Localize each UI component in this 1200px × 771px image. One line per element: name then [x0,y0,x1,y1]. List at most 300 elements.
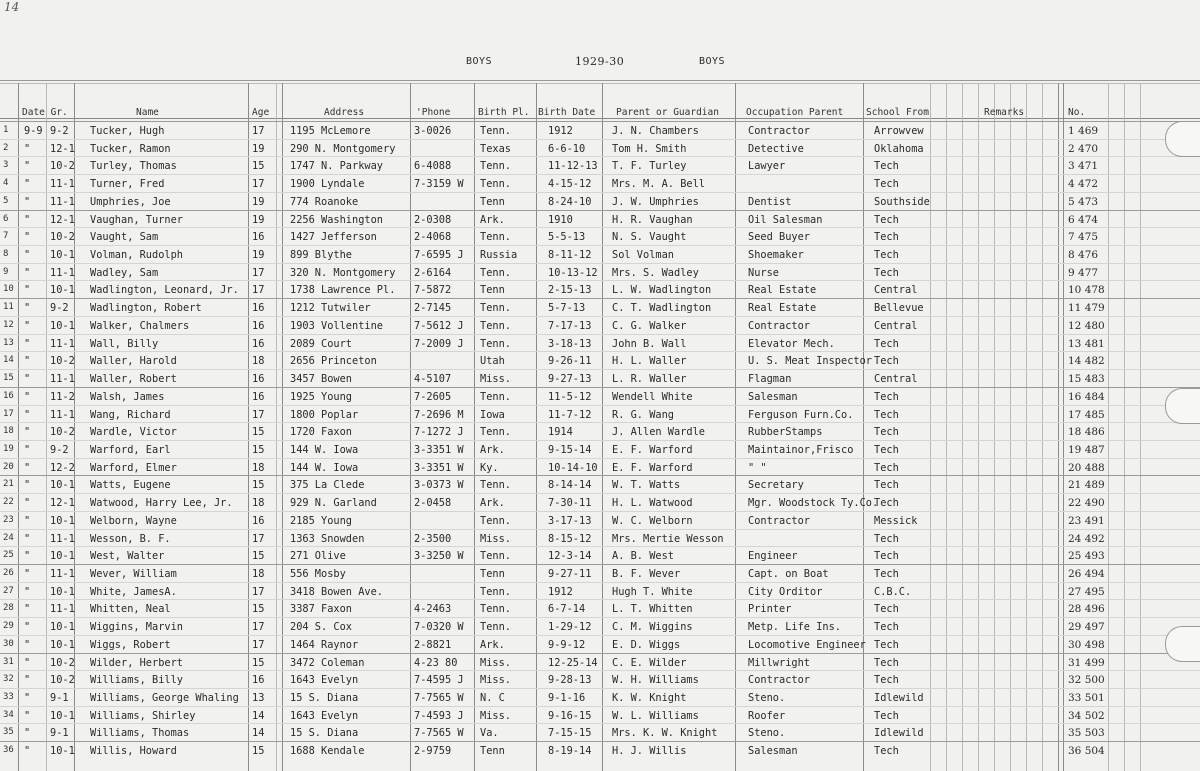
student-name: Vaughan, Turner [90,213,183,226]
birth-place: Tenn. [480,231,511,244]
record-number: 36 504 [1068,745,1105,758]
phone: 2-9759 [414,745,452,758]
parent-guardian: C. M. Wiggins [612,621,693,634]
student-name: Wadlington, Leonard, Jr. [90,284,239,297]
parent-occupation: Steno. [748,692,786,705]
age: 17 [252,408,265,421]
parent-occupation: Metp. Life Ins. [748,621,841,634]
row-number: 15 [3,373,14,384]
row-number: 20 [3,461,14,472]
student-name: Volman, Rudolph [90,249,183,262]
birth-date: 8-14-14 [548,479,592,492]
parent-guardian: Wendell White [612,390,693,403]
birth-date: 5-7-13 [548,302,586,315]
record-number: 32 500 [1068,674,1105,687]
row-number: 13 [3,337,14,348]
grade: 10-1 [50,709,75,722]
grade: 11-1 [50,373,75,386]
birth-date: 1-29-12 [548,621,592,634]
grade: 10-1 [50,514,75,527]
student-name: Tucker, Ramon [90,142,171,155]
entry-date: " [24,532,31,545]
grade: 10-1 [50,621,75,634]
col-header-school: School From [866,107,929,118]
grade: 11-1 [50,568,75,580]
table-row [0,156,1200,175]
parent-guardian: Mrs. K. W. Knight [612,727,718,740]
parent-guardian: W. T. Watts [612,479,681,492]
phone: 7-2605 [414,390,452,403]
birth-place: Utah [480,355,505,368]
student-name: Watts, Eugene [90,479,171,492]
record-number: 25 493 [1068,550,1105,563]
record-number: 14 482 [1068,355,1105,368]
record-number: 27 495 [1068,585,1105,598]
birth-date: 10-14-10 [548,461,598,474]
grade: 12-2 [50,461,75,474]
birth-place: Miss. [480,674,511,687]
school-from: Tech [874,497,899,510]
birth-date: 9-26-11 [548,355,592,368]
table-row [0,263,1200,282]
student-name: White, JamesA. [90,585,177,598]
parent-guardian: L. R. Waller [612,373,687,386]
address: 774 Roanoke [290,195,359,208]
entry-date: 9-9 [24,125,43,137]
row-number: 34 [3,709,14,720]
phone: 2-7145 [414,302,452,315]
table-row [0,741,1200,760]
student-name: Wardle, Victor [90,426,177,439]
parent-occupation: " " [748,461,767,474]
school-from: Tech [874,550,899,563]
address: 2656 Princeton [290,355,377,368]
school-from: Tech [874,603,899,616]
age: 14 [252,709,265,722]
grade: 9-2 [50,302,69,315]
grade: 10-2 [50,355,75,368]
address: 556 Mosby [290,568,346,580]
parent-guardian: H. J. Willis [612,745,687,758]
parent-guardian: Mrs. Mertie Wesson [612,532,724,545]
student-name: Wang, Richard [90,408,171,421]
address: 929 N. Garland [290,497,377,510]
school-from: Tech [874,408,899,421]
birth-date: 6-7-14 [548,603,586,616]
birth-date: 1914 [548,426,573,439]
birth-date: 1912 [548,125,573,137]
entry-date: " [24,426,31,439]
record-number: 5 473 [1068,195,1099,208]
col-header-age: Age [252,107,270,118]
birth-date: 5-5-13 [548,231,586,244]
phone: 3-0373 W [414,479,464,492]
phone: 7-4595 J [414,674,464,687]
student-name: Waller, Robert [90,373,177,386]
entry-date: " [24,178,31,191]
entry-date: " [24,550,31,563]
address: 1464 Raynor [290,638,359,651]
address: 320 N. Montgomery [290,266,396,279]
birth-place: Miss. [480,709,511,722]
address: 15 S. Diana [290,727,359,740]
birth-place: Tenn. [480,621,511,634]
address: 1900 Lyndale [290,178,365,191]
record-number: 23 491 [1068,514,1105,527]
record-number: 34 502 [1068,709,1105,722]
table-row [0,316,1200,335]
age: 14 [252,727,265,740]
phone: 4-2463 [414,603,452,616]
student-name: Williams, George Whaling [90,692,239,705]
age: 18 [252,355,265,368]
birth-place: Tenn. [480,514,511,527]
row-number: 35 [3,727,14,738]
parent-guardian: L. W. Wadlington [612,284,712,297]
age: 15 [252,745,265,758]
birth-date: 8-11-12 [548,249,592,262]
parent-occupation: Flagman [748,373,792,386]
parent-guardian: C. G. Walker [612,319,687,332]
address: 2185 Young [290,514,352,527]
birth-date: 8-19-14 [548,745,592,758]
record-number: 19 487 [1068,443,1105,456]
age: 16 [252,373,265,386]
grade: 12-1 [50,213,75,226]
school-from: Tech [874,355,899,368]
grade: 9-1 [50,692,69,705]
birth-place: Tenn. [480,550,511,563]
age: 19 [252,213,265,226]
col-header-occupation: Occupation Parent [746,107,844,118]
school-from: Tech [874,674,899,687]
table-row [0,706,1200,725]
address: 1212 Tutwiler [290,302,371,315]
age: 17 [252,125,265,137]
table-row [0,564,1200,583]
parent-occupation: Locomotive Engineer [748,638,866,651]
birth-date: 4-15-12 [548,178,592,191]
age: 16 [252,231,265,244]
parent-guardian: B. F. Wever [612,568,681,580]
grade: 10-2 [50,160,75,173]
phone: 7-7565 W [414,692,464,705]
parent-guardian: T. F. Turley [612,160,687,173]
entry-date: " [24,497,31,510]
address: 1720 Faxon [290,426,352,439]
birth-date: 9-27-13 [548,373,592,386]
parent-occupation: Engineer [748,550,798,563]
row-number: 12 [3,319,14,330]
parent-occupation: Salesman [748,390,798,403]
birth-place: Tenn. [480,603,511,616]
address: 204 S. Cox [290,621,352,634]
entry-date: " [24,727,31,740]
birth-place: Ky. [480,461,499,474]
entry-date: " [24,337,31,350]
grade: 10-1 [50,550,75,563]
school-from: Tech [874,426,899,439]
birth-date: 7-17-13 [548,319,592,332]
entry-date: " [24,408,31,421]
age: 15 [252,479,265,492]
address: 1738 Lawrence Pl. [290,284,396,297]
birth-date: 9-1-16 [548,692,586,705]
student-name: Warford, Earl [90,443,171,456]
age: 19 [252,142,265,155]
parent-guardian: A. B. West [612,550,674,563]
address: 3457 Bowen [290,373,352,386]
birth-date: 11-7-12 [548,408,592,421]
parent-guardian: John B. Wall [612,337,687,350]
record-number: 16 484 [1068,390,1105,403]
grade: 11-2 [50,390,75,403]
grade: 12-1 [50,497,75,510]
address: 2089 Court [290,337,352,350]
address: 1195 McLemore [290,125,371,137]
col-header-date-gr: Date Gr. [22,107,68,118]
address: 144 W. Iowa [290,443,359,456]
table-row [0,653,1200,672]
birth-date: 3-18-13 [548,337,592,350]
age: 15 [252,426,265,439]
school-from: Messick [874,514,918,527]
parent-guardian: Sol Volman [612,249,674,262]
age: 16 [252,319,265,332]
school-from: Tech [874,479,899,492]
entry-date: " [24,195,31,208]
row-number: 29 [3,621,14,632]
phone: 7-6595 J [414,249,464,262]
school-from: Tech [874,249,899,262]
record-number: 26 494 [1068,568,1105,580]
school-from: Tech [874,656,899,669]
table-row [0,334,1200,353]
birth-place: Ark. [480,213,505,226]
student-name: Wesson, B. F. [90,532,171,545]
parent-occupation: Salesman [748,745,798,758]
address: 1643 Evelyn [290,674,359,687]
address: 899 Blythe [290,249,352,262]
record-number: 10 478 [1068,284,1105,297]
student-name: Williams, Shirley [90,709,196,722]
table-row [0,280,1200,299]
entry-date: " [24,621,31,634]
row-number: 16 [3,390,14,401]
entry-date: " [24,373,31,386]
age: 16 [252,302,265,315]
row-number: 25 [3,550,14,561]
school-from: Tech [874,621,899,634]
record-number: 12 480 [1068,319,1105,332]
phone: 3-3250 W [414,550,464,563]
parent-guardian: W. C. Welborn [612,514,693,527]
school-from: Tech [874,266,899,279]
birth-date: 9-15-14 [548,443,592,456]
birth-place: Tenn. [480,337,511,350]
age: 18 [252,461,265,474]
record-number: 8 476 [1068,249,1099,262]
parent-occupation: U. S. Meat Inspector [748,355,872,368]
parent-guardian: N. S. Vaught [612,231,687,244]
entry-date: " [24,568,31,580]
record-number: 28 496 [1068,603,1105,616]
phone: 2-8821 [414,638,452,651]
phone: 7-5872 [414,284,452,297]
birth-date: 9-16-15 [548,709,592,722]
row-number: 26 [3,568,14,578]
record-number: 33 501 [1068,692,1105,705]
col-header-parent: Parent or Guardian [616,107,719,118]
row-number: 28 [3,603,14,614]
student-name: Vaught, Sam [90,231,159,244]
phone: 7-3159 W [414,178,464,191]
parent-occupation: Steno. [748,727,786,740]
parent-occupation: Roofer [748,709,786,722]
parent-occupation: Mgr. Woodstock Ty.Co. [748,497,879,510]
phone: 7-4593 J [414,709,464,722]
grade: 9-2 [50,443,69,456]
table-row [0,493,1200,512]
top-rule-2 [0,83,1200,84]
parent-guardian: R. G. Wang [612,408,674,421]
school-from: Central [874,373,918,386]
phone: 6-4088 [414,160,452,173]
table-row [0,582,1200,601]
header-rule [0,118,1200,119]
student-name: Wilder, Herbert [90,656,183,669]
table-row [0,227,1200,246]
school-from: Tech [874,745,899,758]
binder-hole [1165,388,1200,424]
student-name: Williams, Billy [90,674,183,687]
record-number: 17 485 [1068,408,1105,421]
parent-occupation: Maintainor,Frisco [748,443,854,456]
row-number: 19 [3,443,14,454]
student-name: Wiggs, Robert [90,638,171,651]
birth-place: Tenn. [480,319,511,332]
age: 15 [252,443,265,456]
age: 17 [252,284,265,297]
school-from: Tech [874,568,899,580]
phone: 7-7565 W [414,727,464,740]
parent-guardian: L. T. Whitten [612,603,693,616]
school-from: Tech [874,213,899,226]
entry-date: " [24,656,31,669]
entry-date: " [24,443,31,456]
row-number: 32 [3,674,14,685]
entry-date: " [24,461,31,474]
grade: 10-2 [50,231,75,244]
grade: 9-1 [50,727,69,740]
student-name: Wever, William [90,568,177,580]
table-row [0,369,1200,388]
grade: 10-1 [50,638,75,651]
student-name: Whitten, Neal [90,603,171,616]
age: 16 [252,390,265,403]
school-from: Tech [874,709,899,722]
entry-date: " [24,585,31,598]
entry-date: " [24,745,31,758]
table-row [0,174,1200,193]
age: 17 [252,532,265,545]
birth-date: 3-17-13 [548,514,592,527]
record-number: 31 499 [1068,656,1105,669]
record-number: 21 489 [1068,479,1105,492]
school-from: Tech [874,160,899,173]
phone: 4-5107 [414,373,452,386]
student-name: Wadley, Sam [90,266,159,279]
grade: 11-1 [50,408,75,421]
row-number: 8 [3,249,9,260]
student-name: Watwood, Harry Lee, Jr. [90,497,233,510]
parent-guardian: Mrs. S. Wadley [612,266,699,279]
grade: 11-1 [50,266,75,279]
row-number: 7 [3,231,9,242]
phone: 7-2696 M [414,408,464,421]
table-row [0,405,1200,424]
school-from: Oklahoma [874,142,924,155]
row-number: 11 [3,302,14,313]
birth-place: Ark. [480,443,505,456]
grade: 10-1 [50,284,75,297]
col-header-address: Address [324,107,365,118]
birth-place: N. C [480,692,505,705]
address: 271 Olive [290,550,346,563]
parent-occupation: Capt. on Boat [748,568,829,580]
age: 18 [252,497,265,510]
school-from: Central [874,319,918,332]
age: 19 [252,195,265,208]
header-left: BOYS [466,56,493,67]
entry-date: " [24,674,31,687]
table-row [0,192,1200,211]
parent-occupation: Real Estate [748,284,817,297]
birth-place: Tenn. [480,426,511,439]
age: 16 [252,514,265,527]
address: 1427 Jefferson [290,231,377,244]
row-number: 30 [3,638,14,649]
record-number: 2 470 [1068,142,1099,155]
row-number: 14 [3,355,14,366]
school-from: Tech [874,390,899,403]
parent-guardian: Mrs. M. A. Bell [612,178,705,191]
phone: 2-6164 [414,266,452,279]
birth-date: 7-15-15 [548,727,592,740]
birth-place: Tenn [480,195,505,208]
grade: 10-1 [50,479,75,492]
grade: 10-1 [50,319,75,332]
row-number: 36 [3,745,14,756]
parent-occupation: Contractor [748,514,810,527]
school-from: Bellevue [874,302,924,315]
age: 17 [252,585,265,598]
table-row [0,599,1200,618]
entry-date: " [24,479,31,492]
phone: 3-0026 [414,125,452,137]
school-from: Central [874,284,918,297]
row-number: 33 [3,692,14,703]
birth-date: 12-3-14 [548,550,592,563]
birth-place: Tenn. [480,390,511,403]
age: 13 [252,692,265,705]
parent-occupation: Seed Buyer [748,231,810,244]
table-row [0,529,1200,548]
header-right: BOYS [699,56,726,67]
birth-date: 9-9-12 [548,638,586,651]
col-header-no: No. [1068,107,1086,118]
birth-place: Tenn. [480,125,511,137]
